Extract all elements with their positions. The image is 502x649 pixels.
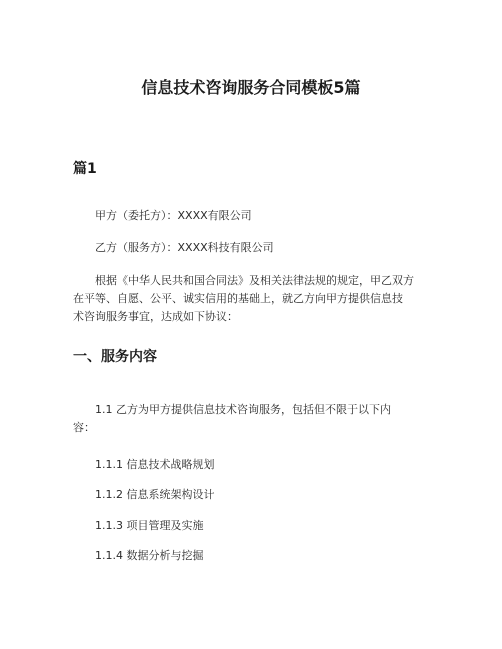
document-title: 信息技术咨询服务合同模板5篇 — [141, 78, 361, 97]
intro-paragraph-line-3: 术咨询服务事宜，达成如下协议： — [73, 310, 238, 323]
party-b-line: 乙方（服务方）：XXXX科技有限公司 — [95, 241, 274, 254]
party-a-line: 甲方（委托方）：XXXX有限公司 — [95, 209, 252, 222]
intro-paragraph-line-1: 根据《中华人民共和国合同法》及相关法律法规的规定，甲乙双方 — [95, 274, 414, 287]
list-item: 1.1.4 数据分析与挖掘 — [95, 549, 204, 562]
part-heading: 篇1 — [73, 161, 97, 177]
list-item: 1.1.3 项目管理及实施 — [95, 519, 204, 532]
clause-1-1-line-2: 容： — [73, 421, 95, 434]
intro-paragraph-line-2: 在平等、自愿、公平、诚实信用的基础上，就乙方向甲方提供信息技 — [73, 292, 403, 305]
section-heading-service-content: 一、服务内容 — [73, 349, 157, 365]
list-item: 1.1.1 信息技术战略规划 — [95, 458, 215, 471]
clause-1-1-line-1: 1.1 乙方为甲方提供信息技术咨询服务，包括但不限于以下内 — [95, 403, 391, 416]
list-item: 1.1.2 信息系统架构设计 — [95, 488, 215, 501]
